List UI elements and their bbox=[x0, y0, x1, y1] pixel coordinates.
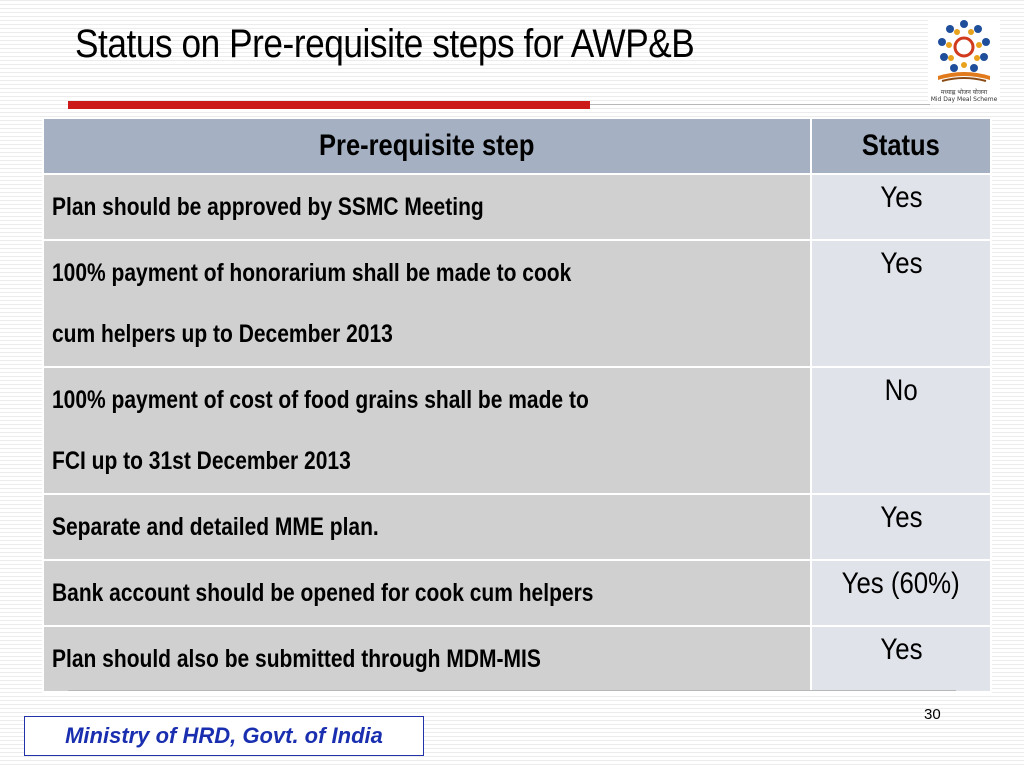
logo-english-caption: Mid Day Meal Scheme bbox=[930, 96, 998, 103]
table-header-row bbox=[43, 118, 991, 174]
step-cell bbox=[43, 240, 811, 367]
step-text: Separate and detailed MME plan. bbox=[52, 512, 379, 541]
table-row bbox=[43, 560, 991, 626]
page-number: 30 bbox=[924, 706, 941, 723]
step-text-continued: FCI up to 31st December 2013 bbox=[52, 446, 351, 475]
step-cell bbox=[43, 494, 811, 560]
status-text: Yes bbox=[879, 501, 923, 534]
table-row bbox=[43, 494, 991, 560]
table-row bbox=[43, 626, 991, 692]
status-cell bbox=[811, 560, 991, 626]
step-text: Plan should be approved by SSMC Meeting bbox=[52, 192, 484, 221]
status-text: Yes bbox=[879, 633, 923, 666]
prerequisite-status-table bbox=[42, 117, 992, 693]
step-cell bbox=[43, 560, 811, 626]
footer-ministry-text: Ministry of HRD, Govt. of India bbox=[65, 723, 383, 748]
status-cell bbox=[811, 494, 991, 560]
step-text: Bank account should be opened for cook cum helpers bbox=[52, 578, 594, 607]
step-cell bbox=[43, 367, 811, 494]
mid-day-meal-logo-icon bbox=[928, 18, 1000, 88]
header-status bbox=[811, 118, 991, 174]
header-step bbox=[43, 118, 811, 174]
title-underline-grey bbox=[590, 104, 930, 105]
step-cell bbox=[43, 174, 811, 240]
step-text: 100% payment of honorarium shall be made to cook bbox=[52, 258, 572, 287]
footer-ministry-box bbox=[24, 716, 424, 756]
step-text: Plan should also be submitted through MDM-MIS bbox=[52, 644, 541, 673]
status-text: Yes bbox=[879, 247, 923, 280]
slide-title: Status on Pre-requisite steps for AWP&B bbox=[75, 22, 695, 66]
table-row bbox=[43, 367, 991, 494]
status-text: Yes (60%) bbox=[841, 567, 961, 600]
status-cell bbox=[811, 174, 991, 240]
header-step-label: Pre-requisite step bbox=[319, 129, 535, 162]
step-cell bbox=[43, 626, 811, 692]
status-text: Yes bbox=[879, 181, 923, 214]
step-text-continued: cum helpers up to December 2013 bbox=[52, 319, 393, 348]
status-cell bbox=[811, 367, 991, 494]
header-status-label: Status bbox=[862, 129, 940, 162]
table-row bbox=[43, 174, 991, 240]
mid-day-meal-logo bbox=[928, 18, 1000, 104]
footer-divider bbox=[68, 690, 956, 691]
step-text: 100% payment of cost of food grains shall be made to bbox=[52, 385, 589, 414]
status-cell bbox=[811, 626, 991, 692]
title-underline-red bbox=[68, 101, 590, 109]
status-text: No bbox=[884, 374, 918, 407]
logo-hindi-caption: मध्याह्न भोजन योजना bbox=[940, 89, 988, 96]
table-row bbox=[43, 240, 991, 367]
status-cell bbox=[811, 240, 991, 367]
